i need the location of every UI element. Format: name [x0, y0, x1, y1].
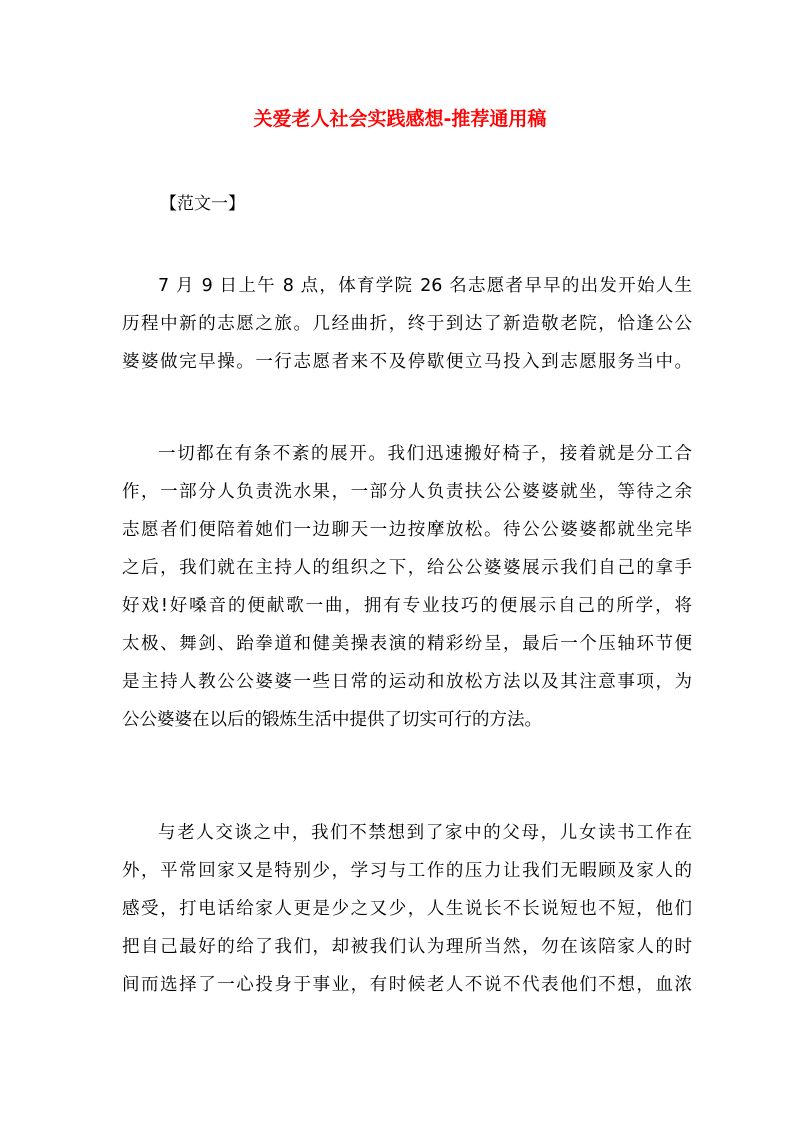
paragraph-line: 好戏!好嗓音的便献歌一曲，拥有专业技巧的便展示自己的所学，将: [122, 596, 692, 616]
paragraph-line: 感受，打电话给家人更是少之又少，人生说长不长说短也不短，他们: [122, 899, 692, 919]
paragraph-line: 与老人交谈之中，我们不禁想到了家中的父母，儿女读书工作在: [158, 823, 692, 843]
paragraph-line: 把自己最好的给了我们，却被我们认为理所当然，勿在该陪家人的时: [122, 937, 692, 957]
paragraph-line: 之后，我们就在主持人的组织之下，给公公婆婆展示我们自己的拿手: [122, 558, 692, 578]
document-title: 关爱老人社会实践感想-推荐通用稿: [253, 108, 547, 130]
paragraph-3: [122, 814, 692, 1004]
paragraph-line: 太极、舞剑、跆拳道和健美操表演的精彩纷呈，最后一个压轴环节便: [122, 634, 692, 654]
paragraph-line: 历程中新的志愿之旅。几经曲折，终于到达了新造敬老院，恰逢公公: [122, 314, 692, 334]
section-label: 【范文一】: [160, 194, 245, 214]
paragraph-line: 婆婆做完早操。一行志愿者来不及停歇便立马投入到志愿服务当中。: [122, 352, 692, 372]
paragraph-line: 7 月 9 日上午 8 点，体育学院 26 名志愿者早早的出发开始人生: [158, 276, 692, 296]
paragraph-line: 志愿者们便陪着她们一边聊天一边按摩放松。待公公婆婆都就坐完毕: [122, 520, 692, 540]
paragraph-line: 外，平常回家又是特别少，学习与工作的压力让我们无暇顾及家人的: [122, 861, 692, 881]
paragraph-2: [122, 435, 692, 739]
paragraph-line: 公公婆婆在以后的锻炼生活中提供了切实可行的方法。: [122, 710, 542, 730]
paragraph-1: [122, 267, 692, 381]
paragraph-line: 作，一部分人负责洗水果，一部分人负责扶公公婆婆就坐，等待之余: [122, 482, 692, 502]
paragraph-line: 间而选择了一心投身于事业，有时候老人不说不代表他们不想，血浓: [122, 975, 692, 995]
paragraph-line: 一切都在有条不紊的展开。我们迅速搬好椅子，接着就是分工合: [158, 444, 692, 464]
paragraph-line: 是主持人教公公婆婆一些日常的运动和放松方法以及其注意事项，为: [122, 672, 692, 692]
